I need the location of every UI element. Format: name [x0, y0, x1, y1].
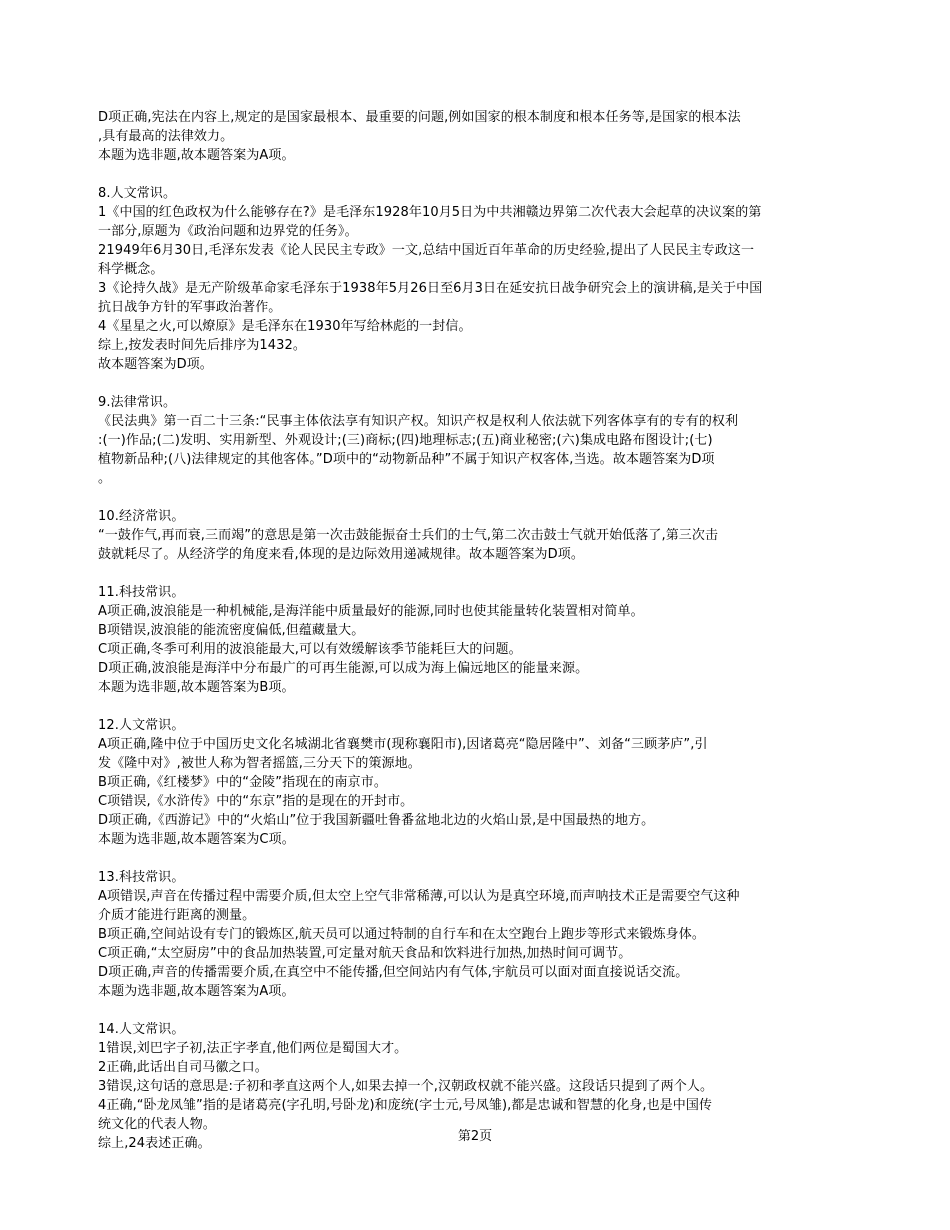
text-line: D项正确,波浪能是海洋中分布最广的可再生能源,可以成为海上偏远地区的能量来源。	[98, 661, 589, 676]
text-line: 科学概念。	[98, 262, 164, 277]
paragraph-gap	[98, 849, 868, 868]
text-line: 1《中国的红色政权为什么能够存在?》是毛泽东1928年10月5日为中共湘赣边界第二次代表大会起草的决议案的第	[98, 205, 762, 220]
paragraph-gap	[98, 564, 868, 583]
answer-section	[98, 583, 868, 697]
text-line: C项正确,“太空厨房”中的食品加热装置,可定量对航天食品和饮料进行加热,加热时间可调节。	[98, 946, 632, 961]
answer-section	[98, 868, 868, 1001]
text-line: 4正确,“卧龙凤雏”指的是诸葛亮(字孔明,号卧龙)和庞统(字士元,号凤雏),都是忠诚和智慧的化身,也是中国传	[98, 1098, 713, 1113]
text-line: 21949年6月30日,毛泽东发表《论人民民主专政》一文,总结中国近百年革命的历史经验,提出了人民民主专政这一	[98, 243, 755, 258]
text-line: 10.经济常识。	[98, 509, 185, 524]
paragraph-gap	[98, 488, 868, 507]
paragraph-gap	[98, 374, 868, 393]
text-line: A项正确,隆中位于中国历史文化名城湖北省襄樊市(现称襄阳市),因诸葛亮“隐居隆中”、刘备“三顾茅庐”,引	[98, 737, 708, 752]
text-line: 鼓就耗尽了。从经济学的角度来看,体现的是边际效用递减规律。故本题答案为D项。	[98, 547, 584, 562]
text-line: 8.人文常识。	[98, 186, 177, 201]
text-line: C项正确,冬季可利用的波浪能最大,可以有效缓解该季节能耗巨大的问题。	[98, 642, 522, 657]
text-line: 抗日战争方针的军事政治著作。	[98, 300, 282, 315]
text-line: D项正确,宪法在内容上,规定的是国家最根本、最重要的问题,例如国家的根本制度和根本任务等,是国家的根本法	[98, 110, 741, 125]
text-line: 13.科技常识。	[98, 870, 185, 885]
page-number: 第2页	[457, 1129, 493, 1144]
answer-section	[98, 507, 868, 564]
text-line: 一部分,原题为《政治问题和边界党的任务》。	[98, 224, 358, 239]
text-line: B项正确,《红楼梦》中的“金陵”指现在的南京市。	[98, 775, 387, 790]
text-line: 。	[98, 471, 112, 486]
text-line: D项正确,声音的传播需要介质,在真空中不能传播,但空间站内有气体,宇航员可以面对面直接说话交流。	[98, 965, 689, 980]
answer-section	[98, 393, 868, 488]
text-line: 3《论持久战》是无产阶级革命家毛泽东于1938年5月26日至6月3日在延安抗日战争研究会上的演讲稿,是关于中国	[98, 281, 763, 296]
document-body	[98, 108, 868, 1153]
text-line: 故本题答案为D项。	[98, 357, 213, 372]
text-line: 11.科技常识。	[98, 585, 185, 600]
text-line: B项正确,空间站设有专门的锻炼区,航天员可以通过特制的自行车和在太空跑台上跑步等形式来锻炼身体。	[98, 927, 705, 942]
paragraph-gap	[98, 697, 868, 716]
answer-section	[98, 108, 868, 165]
text-line: 植物新品种;(八)法律规定的其他客体。”D项中的“动物新品种”不属于知识产权客体,当选。故本题答案为D项	[98, 452, 715, 467]
text-line: 《民法典》第一百二十三条:“民事主体依法享有知识产权。知识产权是权利人依法就下列客体享有的专有的权利	[98, 414, 739, 429]
text-line: 本题为选非题,故本题答案为B项。	[98, 680, 295, 695]
answer-section	[98, 184, 868, 374]
text-line: 3错误,这句话的意思是:子初和孝直这两个人,如果去掉一个,汉朝政权就不能兴盛。这段话只提到了两个人。	[98, 1079, 714, 1094]
text-line: 2正确,此话出自司马徽之口。	[98, 1060, 268, 1075]
text-line: D项正确,《西游记》中的“火焰山”位于我国新疆吐鲁番盆地北边的火焰山景,是中国最热的地方。	[98, 813, 655, 828]
text-line: 介质才能进行距离的测量。	[98, 908, 256, 923]
text-line: 本题为选非题,故本题答案为A项。	[98, 984, 295, 999]
text-line: B项错误,波浪能的能流密度偏低,但蕴藏量大。	[98, 623, 365, 638]
text-line: ,具有最高的法律效力。	[98, 129, 234, 144]
text-line: A项错误,声音在传播过程中需要介质,但太空上空气非常稀薄,可以认为是真空环境,而声呐技术正是需要空气这种	[98, 889, 740, 904]
paragraph-gap	[98, 1001, 868, 1020]
text-line: 综上,24表述正确。	[98, 1136, 211, 1151]
text-line: 4《星星之火,可以燎原》是毛泽东在1930年写给林彪的一封信。	[98, 319, 472, 334]
text-line: C项错误,《水浒传》中的“东京”指的是现在的开封市。	[98, 794, 414, 809]
text-line: :(一)作品;(二)发明、实用新型、外观设计;(三)商标;(四)地理标志;(五)商业秘密;(六)集成电路布图设计;(七)	[98, 433, 713, 448]
text-line: 本题为选非题,故本题答案为C项。	[98, 832, 295, 847]
text-line: 综上,按发表时间先后排序为1432。	[98, 338, 307, 353]
text-line: A项正确,波浪能是一种机械能,是海洋能中质量最好的能源,同时也使其能量转化装置相对简单。	[98, 604, 644, 619]
text-line: 12.人文常识。	[98, 718, 185, 733]
paragraph-gap	[98, 165, 868, 184]
text-line: 统文化的代表人物。	[98, 1117, 216, 1132]
text-line: 发《隆中对》,被世人称为智者摇篮,三分天下的策源地。	[98, 756, 421, 771]
text-line: “一鼓作气,再而衰,三而竭”的意思是第一次击鼓能振奋士兵们的士气,第二次击鼓士气就开始低落了,第三次击	[98, 528, 719, 543]
text-line: 本题为选非题,故本题答案为A项。	[98, 148, 295, 163]
text-line: 14.人文常识。	[98, 1022, 185, 1037]
answer-section	[98, 716, 868, 849]
text-line: 9.法律常识。	[98, 395, 177, 410]
text-line: 1错误,刘巴字子初,法正字孝直,他们两位是蜀国大才。	[98, 1041, 408, 1056]
